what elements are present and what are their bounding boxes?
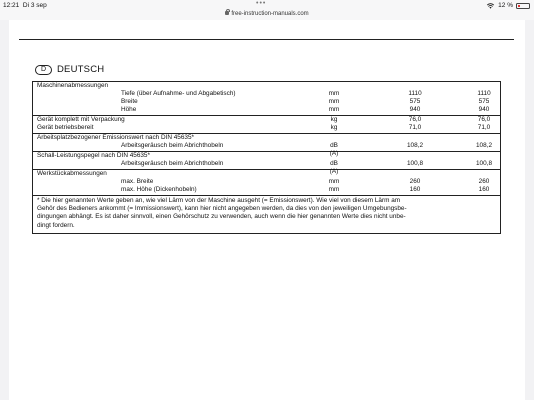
spec-label: Gerät komplett mit Verpackung [37,116,125,123]
spec-value-2: 160 [478,186,490,193]
lock-icon [225,11,229,15]
spec-row [33,98,500,106]
page-header-rule [19,39,514,40]
spec-value-2: 260 [478,178,490,185]
spec-value-2: 1110 [477,90,491,97]
spec-value-2: 76,0 [477,116,491,123]
spec-unit: mm [328,90,340,97]
status-bar [0,0,534,20]
wifi-icon [486,3,495,9]
spec-label: Tiefe (über Aufnahme- und Abgabetisch) [121,90,236,97]
spec-label: Gerät betriebsbereit [37,124,94,131]
spec-label: Höhe [121,106,137,113]
spec-value-1: 108,2 [407,142,423,149]
spec-value-1: 260 [409,178,421,185]
spec-unit: dB (A) [329,160,339,175]
spec-row [33,170,500,178]
spec-row [33,90,500,98]
spec-row [33,178,500,186]
language-title: DEUTSCH [57,64,105,75]
battery-percent: 12 % [498,2,513,9]
url-text: free-instruction-manuals.com [231,11,309,17]
spec-value-2: 100,8 [476,160,492,167]
spec-unit: mm [328,178,340,185]
spec-value-1: 940 [409,106,421,113]
spec-value-2: 940 [478,106,490,113]
status-indicators [486,2,530,9]
spec-unit: mm [328,106,340,113]
battery-icon [516,3,530,9]
spec-table [32,81,501,234]
spec-unit: kg [330,124,338,131]
spec-row [33,152,500,160]
spec-value-1: 100,8 [407,160,423,167]
spec-label: Breite [121,98,138,105]
spec-row [33,124,500,132]
spec-value-2: 575 [478,98,490,105]
spec-label: max. Breite [121,178,154,185]
footnote [33,196,500,233]
spec-section [33,116,500,134]
spec-unit: kg [330,116,338,123]
spec-row [33,116,500,124]
status-time-date: 12:21 Di 3 sep [3,2,47,9]
spec-unit: dB (A) [329,142,339,157]
document-page [9,20,525,400]
language-heading [35,64,104,75]
spec-label: Arbeitsgeräusch beim Abrichthobeln [121,160,224,167]
spec-label: Arbeitsplatzbezogener Emissionswert nach DIN 45635* [37,134,195,141]
spec-value-1: 1110 [408,90,422,97]
spec-label: Schall-Leistungspegel nach DIN 45635* [37,152,150,159]
spec-value-2: 71,0 [477,124,491,131]
spec-value-2: 108,2 [476,142,492,149]
spec-value-1: 71,0 [408,124,422,131]
spec-unit: mm [328,98,340,105]
footnote-line: dingungen abhängt. Es ist daher sinnvoll, einen Gehörschutz zu verwenden, auch wenn die hier genannten Werte dies nicht unbe- [37,213,406,221]
spec-label: Maschinenabmessungen [37,82,109,89]
address-bar[interactable] [0,11,534,17]
spec-row [33,82,500,90]
footnote-line: dingt fordern. [37,221,75,229]
language-badge: D [35,65,52,75]
spec-label: Werkstückabmessungen [37,170,107,177]
spec-row [33,186,500,194]
spec-label: max. Höhe (Dickenhobeln) [121,186,197,193]
spec-value-1: 160 [409,186,421,193]
spec-row [33,106,500,114]
spec-value-1: 575 [409,98,421,105]
spec-section [33,82,500,116]
spec-row [33,134,500,142]
spec-section [33,170,500,196]
spec-label: Arbeitsgeräusch beim Abrichthobeln [121,142,224,149]
footnote-line: * Die hier genannten Werte geben an, wie viel Lärm von der Maschine ausgeht (= Emissionswert). Wie viel von diesem Lärm am [37,197,401,204]
spec-value-1: 76,0 [408,116,422,123]
multitask-dots[interactable]: ••• [256,0,267,7]
spec-unit: mm [328,186,340,193]
footnote-line: Gehör des Bedieners ankommt (= Immissionswert), kann hier nicht angegeben werden, da dies von den jeweiligen Umgebungsbe- [37,205,407,213]
